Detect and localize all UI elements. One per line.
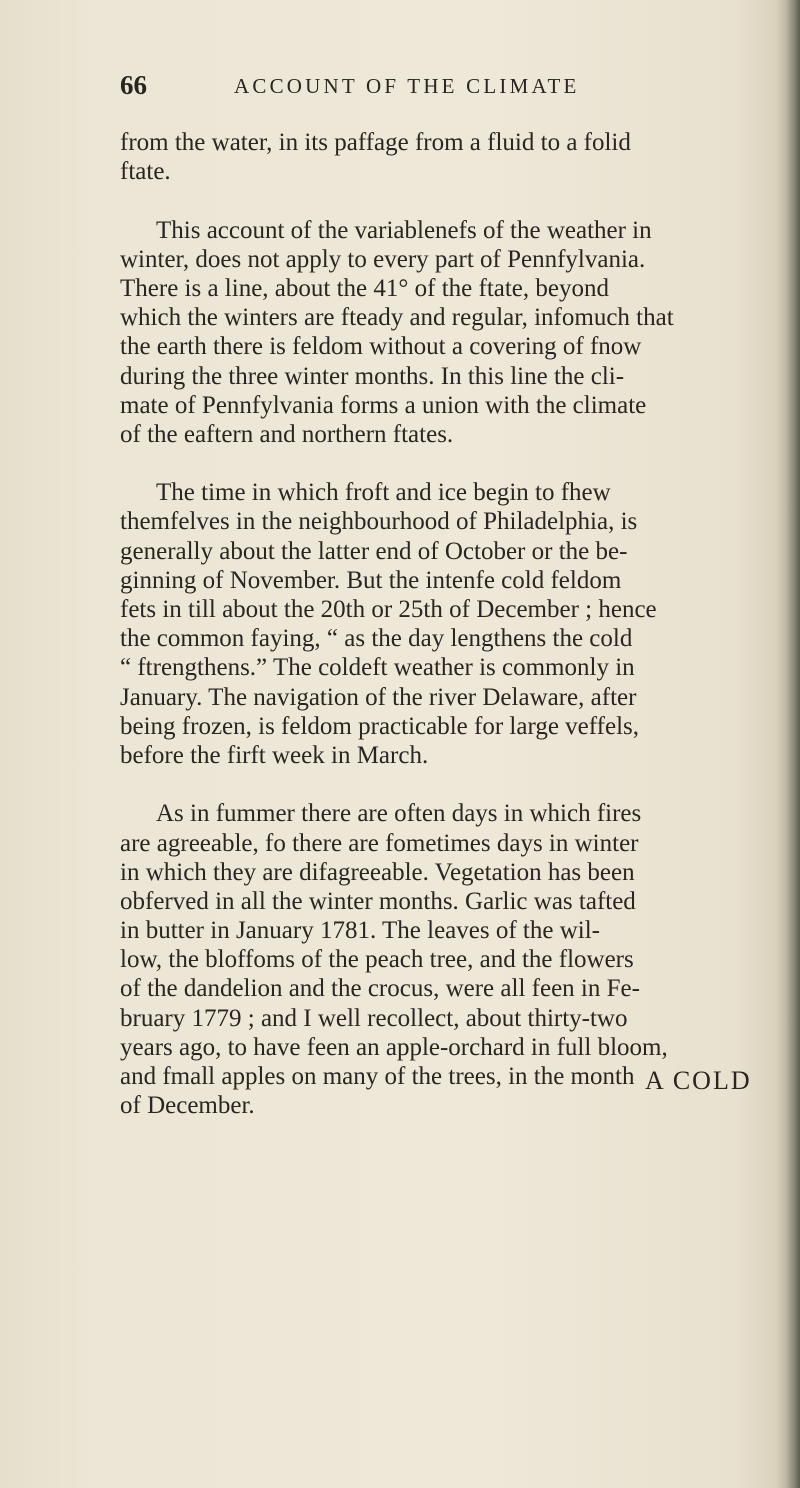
text-line: of December.	[120, 1092, 255, 1120]
text-line: before the firft week in March.	[120, 741, 429, 769]
text-line: January. The navigation of the river Delaware, after	[120, 683, 637, 711]
text-line: ftate.	[120, 158, 171, 186]
text-line: The time in which froft and ice begin to fhew	[156, 479, 611, 507]
text-line: themfelves in the neighbourhood of Philadelphia, is	[120, 508, 638, 536]
text-line: fets in till about the 20th or 25th of December ; hence	[120, 596, 657, 623]
paragraph	[120, 478, 790, 770]
text-line: As in fummer there are often days in which fires	[156, 800, 642, 828]
text-line: There is a line, about the 41° of the ftate, beyond	[120, 274, 610, 302]
text-line: bruary 1779 ; and I well recollect, about thirty-two	[120, 1004, 628, 1032]
text-line: This account of the variablenefs of the weather in	[156, 216, 652, 244]
text-line: from the water, in its paffage from a fluid to a folid	[120, 129, 631, 156]
paragraph	[120, 216, 790, 450]
text-line: and fmall apples on many of the trees, in the month	[120, 1063, 635, 1090]
text-line: being frozen, is feldom practicable for large veffels,	[120, 712, 639, 740]
text-line: are agreeable, fo there are fometimes days in winter	[120, 829, 639, 857]
text-line: which the winters are fteady and regular, infomuch that	[120, 304, 674, 332]
text-line: in which they are difagreeable. Vegetation has been	[120, 858, 635, 886]
text-line: mate of Pennfylvania forms a union with the climate	[120, 391, 647, 419]
text-line: “ ftrengthens.” The coldeft weather is commonly in	[120, 654, 635, 682]
text-line: the common faying, “ as the day lengthens the cold	[120, 625, 633, 653]
text-line: low, the bloffoms of the peach tree, and the flowers	[120, 946, 634, 974]
text-line: years ago, to have feen an apple-orchard in full bloom,	[120, 1033, 668, 1061]
text-line: of the eaftern and northern ftates.	[120, 420, 454, 448]
text-line: the earth there is feldom without a covering of fnow	[120, 333, 642, 361]
catchword: A COLD	[645, 1066, 752, 1095]
text-line: in butter in January 1781. The leaves of the wil-	[120, 917, 600, 945]
text-line: obferved in all the winter months. Garlic was tafted	[120, 887, 636, 915]
page-header	[120, 70, 620, 100]
text-line: generally about the latter end of October or the be-	[120, 537, 628, 565]
body-text	[120, 128, 790, 1120]
running-head: ACCOUNT OF THE CLIMATE	[234, 74, 580, 98]
paragraph	[120, 128, 790, 186]
text-line: winter, does not apply to every part of Pennfylvania.	[120, 245, 646, 273]
page-number: 66	[120, 70, 147, 100]
text-line: during the three winter months. In this line the cli-	[120, 362, 625, 390]
text-line: of the dandelion and the crocus, were all feen in Fe-	[120, 975, 640, 1003]
text-line: ginning of November. But the intenfe cold feldom	[120, 566, 622, 594]
